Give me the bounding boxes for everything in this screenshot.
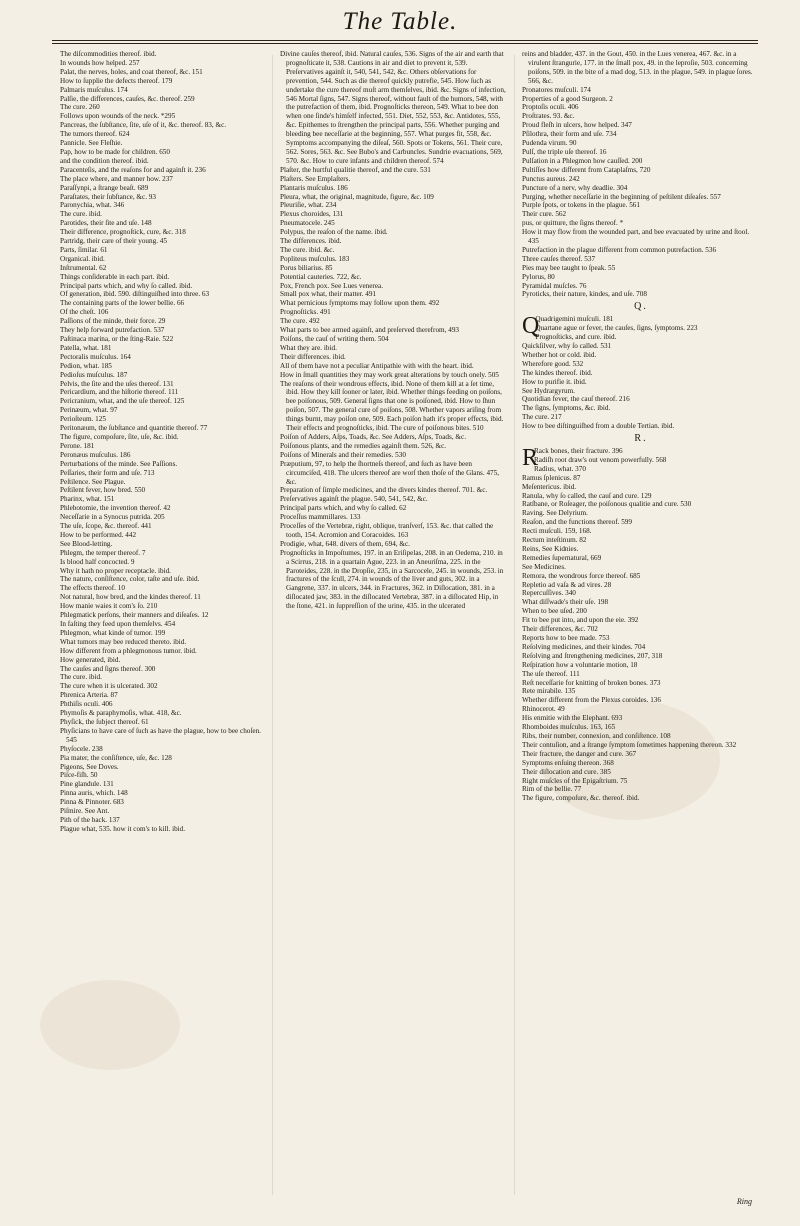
- index-entry: Plague what, 535. how it com's to kill. ibid.: [60, 824, 186, 833]
- section-letter: Q.: [634, 301, 648, 313]
- index-entry: When to bee uſed. 200: [522, 607, 587, 616]
- index-entry: The differences. ibid.: [280, 237, 342, 246]
- page-header: [0, 0, 800, 42]
- index-entry: Purple ſpots, or tokens in the plague. 561: [522, 201, 640, 210]
- index-entry: The tumors thereof. 624: [60, 130, 130, 139]
- index-entry: Divine cauſes thereof, ibid. Natural cauſes, 536. Signs of the air and earth that prognoſticate it, 538. Cautions in air and diet to prevent it, 539. Preſervatives againſt it, 540, 541, 542, &c. Others obſervations for prevention, 544. Such as die thereof quickly putrefie, 545. How ſuch as undertake the cure thereof muſt arm themſelves, ibid. &c. Signs of infection, 546 Mortal ſigns, 547. Signs thereof, without fault of the humors, 548, with the putrefaction of them, ibid. Prognoſticks thereon, 549. What to bee don when one ſinde's himſelf infected, 551. Diet, 552, 553, &c. Antidotes, 555, &c. Epithemes to ſtrengthen the principal parts, 556. Whether purging and bleeding bee neceſſarie at the beginning, 557. What purges fit, 558, &c. Symptoms accompanying the diſeaſ, 560. Spots or Tokens, 561. Their cure, 562. Sores, 563. &c. See Bubo's and Carbuncles. Sundrie evacuations, 569, 570. &c. How to cure infants and children thereof. 574: [280, 50, 506, 165]
- index-entry: Phlegmon, what kinde of tumor. 199: [60, 628, 166, 637]
- index-entry: Phlebotomie, the invention thereof. 42: [60, 504, 171, 513]
- index-entry-text: Rack bones, their fracture. 396: [534, 446, 623, 455]
- index-entry: Peronæus muſculus. 186: [60, 450, 131, 459]
- index-entry: How to purifie it. ibid.: [522, 377, 587, 386]
- index-entry: Proud fleſh in ulcers, how helped. 347: [522, 121, 632, 130]
- index-entry: The cure. ibid. &c.: [280, 245, 335, 254]
- index-entry: Pylorus, 80: [522, 272, 555, 281]
- index-entry: Pyroticks, their nature, kindes, and uſe. 708: [522, 290, 647, 299]
- index-entry: Pedion, what. 185: [60, 361, 112, 370]
- index-entry: Pox, French pox. See Lues venerea.: [280, 281, 383, 290]
- index-entry: Pectoralis muſculus. 164: [60, 352, 131, 361]
- index-entry: The uſe thereof. 111: [522, 669, 580, 678]
- index-entry: Præputium, 97, to help the ſhortneſs thereof, and ſuch as have been circumciſed, 418. The ulcers thereof are worſ then thoſe of the Glans. 475, &c.: [280, 459, 500, 486]
- index-entry: How different from a phlegmonous tumor. ibid.: [60, 646, 197, 655]
- index-entry: Pies may bee taught to ſpeak. 55: [522, 263, 616, 272]
- index-entry: Pigeons, See Doves.: [60, 762, 119, 771]
- index-entry: Pultiſſes how different from Cataplaſms, 720: [522, 165, 651, 174]
- index-entry: Remedies ſupernatural, 669: [522, 553, 602, 562]
- index-entry: Proceſſes of the Vertebræ, right, oblique, tranſverſ, 153. &c. that called the tooth, 154. Acromion and Coracoides. 163: [280, 522, 494, 539]
- index-entry: Quartane ague or fever, the cauſes, ſigns, ſymptoms. 223: [535, 324, 698, 333]
- index-entry: In faſting they feed upon themſelvs. 454: [60, 620, 176, 628]
- index-column-1: [60, 50, 264, 1210]
- index-entry: Right muſcles of the Epigaſtrium. 75: [522, 776, 628, 785]
- index-entry: Piſmire. See Ant.: [60, 807, 110, 816]
- index-entry: Radiſh root draw's out venom powerfully. 568: [534, 455, 667, 464]
- index-entry: Porus biliarius. 85: [280, 263, 333, 272]
- index-entry: Puncture of a nerv, why deadlie. 304: [522, 183, 628, 192]
- index-entry: Reins, See Kidnies.: [522, 544, 579, 553]
- index-entry: Plaſters. See Emplaſters.: [280, 174, 351, 183]
- index-entry: See Blood-letting.: [60, 539, 113, 548]
- index-entry: Peritonæum, the ſubſtance and quantitie thereof. 77: [60, 424, 208, 433]
- index-entry: Properties of a good Surgeon. 2: [522, 94, 613, 103]
- catchword: Ring: [736, 1197, 752, 1206]
- index-entry: How in ſmall quantities they may work great alterations by touch onely. 505: [280, 370, 499, 379]
- drop-initial: R: [522, 444, 539, 471]
- index-entry: Pleuriſie, what. 234: [280, 201, 337, 210]
- index-entry: Three cauſes thereof. 537: [522, 254, 596, 263]
- index-entry: Reſpiration how a voluntarie motion, 18: [522, 660, 638, 669]
- index-entry: Phlegmatick perſons, their manners and diſeaſes. 12: [60, 611, 209, 620]
- index-entry: Symptoms enſuing thereon. 368: [522, 758, 614, 767]
- index-entry: Parts, ſimilar. 61: [60, 245, 108, 254]
- index-entry: Phthiſis oculi. 406: [60, 700, 113, 709]
- index-entry: What they are. ibid.: [280, 343, 337, 352]
- index-entry: Perone. 181: [60, 441, 95, 450]
- index-entry: Rete mirabile. 135: [522, 687, 576, 696]
- index-entry: The cauſes and ſigns thereof. 300: [60, 664, 156, 673]
- index-entry: Pulſation in a Phlegmon how cauſſed. 200: [522, 156, 643, 165]
- index-entry: Poiſons of Minerals and their remedies. 530: [280, 450, 406, 459]
- index-entry: Palmaris muſculus. 174: [60, 85, 128, 94]
- index-entry: The cure when it is ulcerated. 302: [60, 682, 158, 691]
- index-entry: Principal parts which, and why ſo called. 62: [280, 504, 407, 513]
- index-entry: The figure, compoſure, ſite, uſe, &c. ibid.: [60, 432, 179, 441]
- index-entry: Rim of the bellie. 77: [522, 785, 582, 794]
- index-entry: They help forward putrefaction. 537: [60, 326, 165, 335]
- index-entry: What pernicious ſymptoms may follow upon them. 492: [280, 299, 440, 308]
- index-entry: and the condition thereof. ibid.: [60, 156, 149, 165]
- index-entry: Plexus choroides, 131: [280, 210, 344, 219]
- index-entry: Radius, what. 370: [534, 464, 586, 473]
- index-entry: The reaſons of their wondrous effects, ibid. None of them kill at a ſet time, ibid. How they kill ſooner or later, ibid. Whether things feeding on poiſons, bee poiſonous, 509. General ſigns that one is poiſoned, ibid. How to ſhun poiſon, 507. The general cure of poiſons, 508. Whether vapors ariſing from things burnt, may poiſon one, 509. Each poiſon hath it's proper effects, ibid. Their effects and prognoſticks, ibid. The cure of poiſonous bites. 510: [280, 379, 504, 433]
- index-entry: Popliteus muſculus. 183: [280, 254, 350, 263]
- index-entry: Quickſilver, why ſo called. 531: [522, 342, 612, 350]
- index-entry: The cure. ibid.: [60, 210, 102, 219]
- index-entry: Phyſick, the ſubject thereof. 61: [60, 717, 149, 726]
- index-entry: Whether different from the Plexus coroides. 136: [522, 696, 661, 705]
- index-entry: pus, or quitture, the ſigns thereof. *: [522, 219, 624, 228]
- index-entry: Paraſſynpi, a ſtrange beaſt. 689: [60, 183, 149, 192]
- index-entry: Pleura, what, the original, magnitude, figure, &c. 109: [280, 192, 434, 201]
- index-entry: Their contuſion, and a ſtrange ſymptom ſometimes happening thereon. 332: [522, 740, 737, 749]
- index-entry: Paraſtates, their ſubſtance, &c. 93: [60, 192, 156, 201]
- index-entry: Their fracture, the danger and cure. 367: [522, 749, 637, 758]
- index-entry: Phyſocele. 238: [60, 744, 103, 753]
- header-rule-top: [52, 40, 758, 41]
- index-entry: Proptoſis oculi. 406: [522, 103, 579, 112]
- index-entry: Things conſiderable in each part. ibid.: [60, 272, 170, 281]
- index-entry: Phymoſis & paraphymoſis, what. 418, &c.: [60, 709, 182, 718]
- index-entry: See Medicines.: [522, 562, 566, 571]
- index-column-3: [522, 50, 760, 1210]
- index-entry: Why it hath no proper receptacle. ibid.: [60, 566, 171, 575]
- index-entry: Inſtrumental. 62: [60, 263, 107, 272]
- index-entry: Peſſaries, their form and uſe. 713: [60, 468, 155, 477]
- index-entry: Neceſſarie in a Synocus putrida. 205: [60, 513, 165, 522]
- index-entry: Pharinx, what. 151: [60, 495, 115, 504]
- index-entry: Peſtilence. See Plague.: [60, 477, 126, 486]
- index-entry: Paſſions of the minde, their force. 29: [60, 317, 166, 326]
- index-entry: Repercuſſives. 340: [522, 589, 576, 598]
- index-entry: Purging, whether neceſſarie in the beginning of peſtilent diſeaſes. 557: [522, 192, 721, 201]
- index-entry: Reſolving medicines, and their kindes. 704: [522, 642, 646, 651]
- index-entry: The containing parts of the lower bellie. 66: [60, 299, 185, 308]
- index-entry: Pericardium, and the hiſtorie thereof. 111: [60, 388, 179, 397]
- index-entry: Potential cauteries. 722, &c.: [280, 272, 362, 281]
- index-entry: Rhinocerot. 49: [522, 705, 565, 714]
- index-entry: Pelvis, the ſite and the uſes thereof. 131: [60, 379, 174, 388]
- index-entry: How to be performed. 442: [60, 530, 137, 539]
- index-entry: Peſtilent fever, how bred. 550: [60, 486, 146, 495]
- index-entry: Phrenica Arteria. 87: [60, 691, 118, 700]
- index-entry: Quotidian fever, the cauſ thereof. 216: [522, 395, 630, 404]
- index-entry: Paſtinaca marina, or the ſting-Raie. 522: [60, 335, 174, 343]
- index-entry: Pulſ, the triple uſe thereof. 16: [522, 147, 607, 156]
- index-entry: Pia mater, the conſiſtence, uſe, &c. 128: [60, 753, 172, 762]
- index-entry: Prodigie, what, 648. divers of them, 694, &c.: [280, 539, 410, 548]
- index-entry: Patella, what. 181: [60, 343, 112, 352]
- index-entry-text: Quadrigemini muſculi. 181: [535, 315, 614, 324]
- index-entry: Pinna & Pinnoter. 683: [60, 798, 124, 807]
- index-entry: The kindes thereof. ibid.: [522, 368, 593, 377]
- index-entry: Their diſlocation and cure. 385: [522, 767, 611, 776]
- index-entry: Pſilothra, their form and uſe. 734: [522, 130, 617, 139]
- index-entry: Their difference, prognoſtick, cure, &c. 318: [60, 228, 186, 237]
- index-entry: Poiſonous plants, and the remedies againſt them. 526, &c.: [280, 441, 447, 450]
- index-entry: The cure. 492: [280, 317, 320, 326]
- index-entry: Paronychia, what. 346: [60, 201, 125, 210]
- index-entry: Phlegm, the temper thereof. 7: [60, 548, 146, 557]
- index-entry: Proceſſus mammillares. 133: [280, 513, 361, 522]
- index-entry: Plantaris muſculus. 186: [280, 183, 348, 192]
- index-entry: Putrefaction in the plague different from common putrefaction. 536: [522, 245, 717, 254]
- index-entry: Rectum inteſtinum. 82: [522, 536, 587, 545]
- index-entry: Perinæum, what. 97: [60, 406, 118, 415]
- index-entry: Prognoſticks, and cure. ibid.: [535, 333, 617, 342]
- index-entry: The uſe, ſcope, &c. thereof. 441: [60, 522, 152, 531]
- index-entry: Preſervatives againſt the plague. 540, 541, 542, &c.: [280, 495, 428, 504]
- index-entry: Piſce-fiſh. 50: [60, 771, 98, 780]
- index-entry: Reſt neceſſarie for knitting of broken bones. 373: [522, 678, 661, 687]
- index-entry: Prognoſticks in Impoſtumes, 197. in an Eriſipelas, 208. in an Oedema, 210. in a Scirrus, 218. in a quartain Ague, 223. in an Aneuriſma, 225. in the Paroteides, 228. in the Dropſie, 235, in a Sarcocele, 245. in wounds, 253. in fractures of the ſcull, 274. in wounds of the liver and guts, 302. in a Gangrene, 337. in ulcers, 344. in Fractures, 362. in Diſlocation, 381. in a diſlocated jaw, 383. in the diſlocated Vertebræ, 387. in a diſlocated Hip, in the ſtone, 421. in ſuppreſſion of the urine, 435. in the ulcerated: [280, 548, 504, 611]
- index-entry: Of the cheſt. 106: [60, 308, 109, 317]
- index-entry: Plaſter, the hurtful qualitie thereof, and the cure. 531: [280, 165, 431, 174]
- index-entry: What tumors may bee reduced thereto. ibid.: [60, 637, 187, 646]
- index-entry: Fit to bee put into, and upon the eie. 392: [522, 616, 639, 625]
- index-entry: Ribs, their number, connexion, and conſiſtence. 108: [522, 731, 671, 740]
- index-entry: Follows upon wounds of the neck. *295: [60, 112, 176, 121]
- index-entry: How generated, ibid.: [60, 655, 121, 664]
- index-entry: Recti muſculi. 159, 168.: [522, 527, 592, 536]
- index-entry: Pedioſus muſculus. 187: [60, 370, 128, 379]
- index-entry: Reports how to bee made. 753: [522, 634, 610, 642]
- index-entry: Repletio ad vaſa & ad vires. 28: [522, 580, 612, 589]
- index-entry: Pudenda virum. 90: [522, 139, 577, 148]
- index-entry: The cure. 217: [522, 413, 562, 422]
- index-entry: The place where, and manner how. 237: [60, 174, 173, 183]
- index-entry: Of generation, ibid. 590. diſtinguiſhed into three. 63: [60, 290, 210, 299]
- index-entry: Palſie, the differences, cauſes, &c. thereof. 259: [60, 94, 195, 103]
- index-entry: Is blood half concocted. 9: [60, 557, 135, 566]
- index-entry: Paracenteſis, and the reaſons for and againſt it. 236: [60, 165, 206, 174]
- index-entry: The figure, compoſure, &c. thereof. ibid.: [522, 794, 640, 803]
- index-entry: Perturbations of the minde. See Paſſions.: [60, 459, 178, 468]
- index-entry: Organical. ibid.: [60, 254, 105, 263]
- page-title: The Table.: [342, 8, 458, 35]
- index-entry: In wounds how helped. 257: [60, 58, 140, 67]
- index-entry: The effects thereof. 10: [60, 584, 125, 593]
- index-entry: Ramus ſplenicus. 87: [522, 473, 581, 482]
- index-entry: The ſigns, ſymptoms, &c. ibid.: [522, 404, 611, 413]
- index-columns: [60, 50, 760, 1210]
- index-entry: All of them have not a peculiar Antipathie with with the heart. ibid.: [280, 361, 474, 370]
- index-entry: Wherefore good. 532: [522, 359, 584, 368]
- index-entry: Preparation of ſimple medicines, and the divers kindes thereof. 701. &c.: [280, 486, 488, 495]
- index-entry: Pith of the back. 137: [60, 815, 120, 824]
- index-entry: Meſentericus. ibid.: [522, 482, 577, 491]
- index-entry: Raving. See Delyrium.: [522, 509, 588, 518]
- index-entry: Pannicle. See Fleſhie.: [60, 139, 123, 148]
- index-entry: Perioſteum. 125: [60, 415, 106, 424]
- index-entry: See Hydrargyrum.: [522, 386, 575, 395]
- index-entry: Remora, the wondrous force thereof. 685: [522, 571, 641, 580]
- index-entry: What diſſwade's their uſe. 198: [522, 598, 609, 607]
- index-entry: Small pox what, their matter. 491: [280, 290, 377, 299]
- index-entry: Reſolving and ſtrengthening medicines, 207, 318: [522, 651, 663, 660]
- index-entry: Punctus aureus. 242: [522, 174, 580, 183]
- index-entry: Their differences, &c. 702: [522, 625, 598, 634]
- index-entry: His enmitie with the Elephant. 693: [522, 714, 623, 723]
- index-entry: Polypus, the reaſon of the name. ibid.: [280, 228, 388, 237]
- index-entry: Poiſons, the cauſ of writing them. 504: [280, 335, 389, 343]
- index-entry: Pyramidal muſcles. 76: [522, 281, 587, 290]
- index-entry: Pancreas, the ſubſtance, ſite, uſe of it, &c. thereof. 83, &c.: [60, 121, 227, 130]
- index-entry: Pap, how to be made for children. 650: [60, 147, 170, 156]
- index-entry: Parotides, their ſite and uſe. 148: [60, 219, 152, 228]
- index-entry: Pine glandule. 131: [60, 780, 114, 789]
- index-entry: The nature, conſiſtence, color, taſte and uſe. ibid.: [60, 575, 200, 584]
- index-entry: Reaſon, and the functions thereof. 599: [522, 518, 632, 527]
- index-entry: Principal parts which, and why ſo called. ibid.: [60, 281, 193, 290]
- drop-initial: Q: [522, 313, 540, 340]
- index-entry: Their cure. 562: [522, 210, 567, 219]
- section-letter: R.: [634, 433, 648, 445]
- index-entry: The cure. ibid.: [60, 673, 102, 682]
- index-column-2: [280, 50, 506, 1210]
- index-entry: Prognoſticks. 491: [280, 308, 331, 317]
- index-entry: How it may flow from the wounded part, and bee evacuated by urine and ſtool. 435: [522, 228, 750, 246]
- index-entry: Whether hot or cold. ibid.: [522, 350, 597, 359]
- index-entry: How to bee diſtinguiſhed from a double Tertian. ibid.: [522, 422, 675, 431]
- index-entry: Pneumatocele. 245: [280, 219, 335, 228]
- index-entry: How to ſupplie the defects thereof. 179: [60, 76, 173, 85]
- index-entry: Ratſbane, or Roſeager, the poiſonous qualitie and cure. 530: [522, 500, 692, 509]
- index-entry: Ranula, why ſo called, the cauſ and cure. 129: [522, 491, 652, 500]
- index-entry: Pericranium, what, and the uſe thereof. 125: [60, 397, 185, 406]
- header-rule-bottom: [52, 43, 758, 44]
- index-entry: Not natural, how bred, and the kindes thereof. 11: [60, 593, 201, 602]
- index-entry: The cure. 260: [60, 103, 100, 112]
- index-entry: Poiſon of Adders, Aſps, Toads, &c. See Adders, Aſps, Toads, &c.: [280, 432, 466, 441]
- index-entry: Proſtrates. 93. &c.: [522, 112, 575, 121]
- index-entry: Their differences. ibid.: [280, 352, 346, 361]
- index-entry: Pinna auris, which. 148: [60, 789, 128, 798]
- index-entry: What parts to bee armed againſt, and preſerved therefrom, 493: [280, 326, 460, 335]
- index-entry: Pronatores muſculi. 174: [522, 85, 591, 94]
- index-entry: Phyſicians to have care of ſuch as have the plague, how to bee choſen. 545: [60, 726, 261, 744]
- index-entry: Partridg, their care of their young. 45: [60, 237, 167, 246]
- index-entry: reins and bladder, 437. in the Gout, 450. in the Lues venerea, 467. &c. in a virulent ſtrangurie, 177. in the ſmall pox, 49. in the leproſie, 503. concerning poiſons, 509. in the bite of a mad dog, 513. in the plague, 549. in plague ſores. 566, &c.: [522, 50, 753, 85]
- index-entry: The diſcommodities thereof. ibid.: [60, 50, 157, 58]
- index-entry: How manie waies it com's ſo. 210: [60, 602, 158, 611]
- index-entry: Palat, the nerves, holes, and coat thereof, &c. 151: [60, 67, 203, 76]
- index-entry: Rhomboides muſculus. 163, 165: [522, 723, 616, 732]
